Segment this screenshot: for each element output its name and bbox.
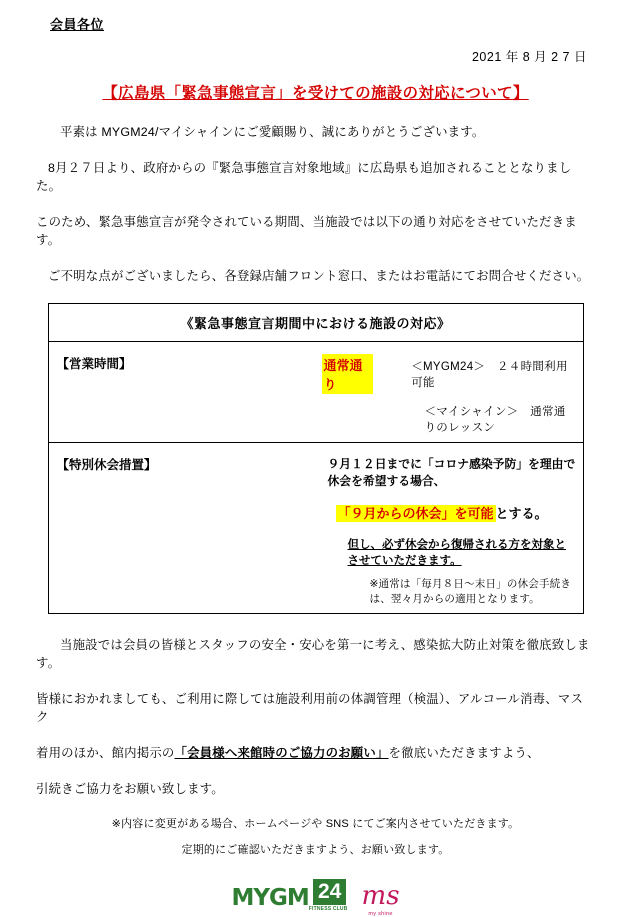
row-content-hours xyxy=(316,341,584,442)
mygm-logo xyxy=(231,879,347,917)
row-label-hours: 【営業時間】 xyxy=(48,341,316,442)
after-3-pre: 着用のほか、館内掲示の xyxy=(36,746,175,761)
mygm-badge-24: 24 xyxy=(313,879,346,905)
hours-highlight: 通常通り xyxy=(322,354,374,394)
mygm-badge-subtitle: FITNESS CLUB xyxy=(308,906,348,913)
leave-line-4: ※通常は「毎月８日～末日」の休会手続きは、翌々月からの適用となります。 xyxy=(369,577,572,605)
after-paragraph-2: 皆様におかれましても、ご利用に際しては施設利用前の体調管理（検温）、アルコール消毒、マスク xyxy=(36,691,584,725)
after-paragraph-3 xyxy=(36,744,595,763)
myshine-logo-text: ms xyxy=(361,881,400,912)
paragraph-3: このため、緊急事態宣言が発令されている期間、当施設では以下の通り対応をさせていただきます。 xyxy=(36,214,577,248)
hours-sub-2: ＜マイシャイン＞ 通常通りのレッスン xyxy=(424,405,566,434)
mygm-logo-text: MYGM xyxy=(231,885,309,912)
table-row xyxy=(48,442,583,613)
myshine-logo-subtitle: my shine xyxy=(368,911,393,917)
leave-line-1: ９月１２日までに「コロナ感染予防」を理由で休会を希望する場合、 xyxy=(327,456,576,488)
leave-line-3: 但し、必ず休会から復帰される方を対象とさせていただきます。 xyxy=(347,538,566,567)
after-paragraph-1: 当施設では会員の皆様とスタッフの安全・安心を第一に考え、感染拡大防止対策を徹底致します。 xyxy=(36,637,590,671)
leave-line-2 xyxy=(336,503,577,522)
mygm-badge-wrap xyxy=(309,879,348,917)
after-3-bold: 「会員様へ来館時のご協力のお願い」 xyxy=(174,746,389,761)
footer-note-1: ※内容に変更がある場合、ホームページや SNS にてご案内させていただきます。 xyxy=(111,818,520,831)
addressee: 会員各位 xyxy=(50,17,105,32)
logo-row xyxy=(30,879,601,917)
paragraph-4: ご不明な点がございましたら、各登録店舗フロント窓口、またはお電話にてお問合せください。 xyxy=(48,269,590,284)
hours-sub-1: ＜MYGM24＞ ２４時間利用可能 xyxy=(411,360,568,389)
paragraph-1: 平素は MYGM24/マイシャインにご愛顧賜り、誠にありがとうございます。 xyxy=(60,125,485,139)
table-row xyxy=(48,341,583,442)
leave-highlight: 「９月からの休会」を可能 xyxy=(337,505,494,521)
row-content-leave xyxy=(316,442,584,613)
after-3-post: を徹底いただきますよう、 xyxy=(388,746,540,761)
footer-note-2: 定期的にご確認いただきますよう、お願い致します。 xyxy=(181,844,450,857)
document-title: 【広島県「緊急事態宣言」を受けての施設の対応について】 xyxy=(102,85,529,102)
closing-paragraphs xyxy=(30,636,601,799)
intro-paragraphs xyxy=(30,123,601,286)
table-header-row xyxy=(48,303,583,341)
myshine-logo xyxy=(362,881,400,917)
after-paragraph-4: 引続きご協力をお願い致します。 xyxy=(36,781,224,796)
document-date: 2021 年 8 月 2 7 日 xyxy=(471,50,587,64)
table-header: 《緊急事態宣言期間中における施設の対応》 xyxy=(48,303,583,341)
paragraph-2: 8月２７日より、政府からの『緊急事態宣言対象地域』に広島県も追加されることとなりました。 xyxy=(36,160,572,194)
leave-line-2-rest: とする。 xyxy=(495,505,548,521)
row-label-leave: 【特別休会措置】 xyxy=(48,442,316,613)
measures-table xyxy=(48,303,584,614)
